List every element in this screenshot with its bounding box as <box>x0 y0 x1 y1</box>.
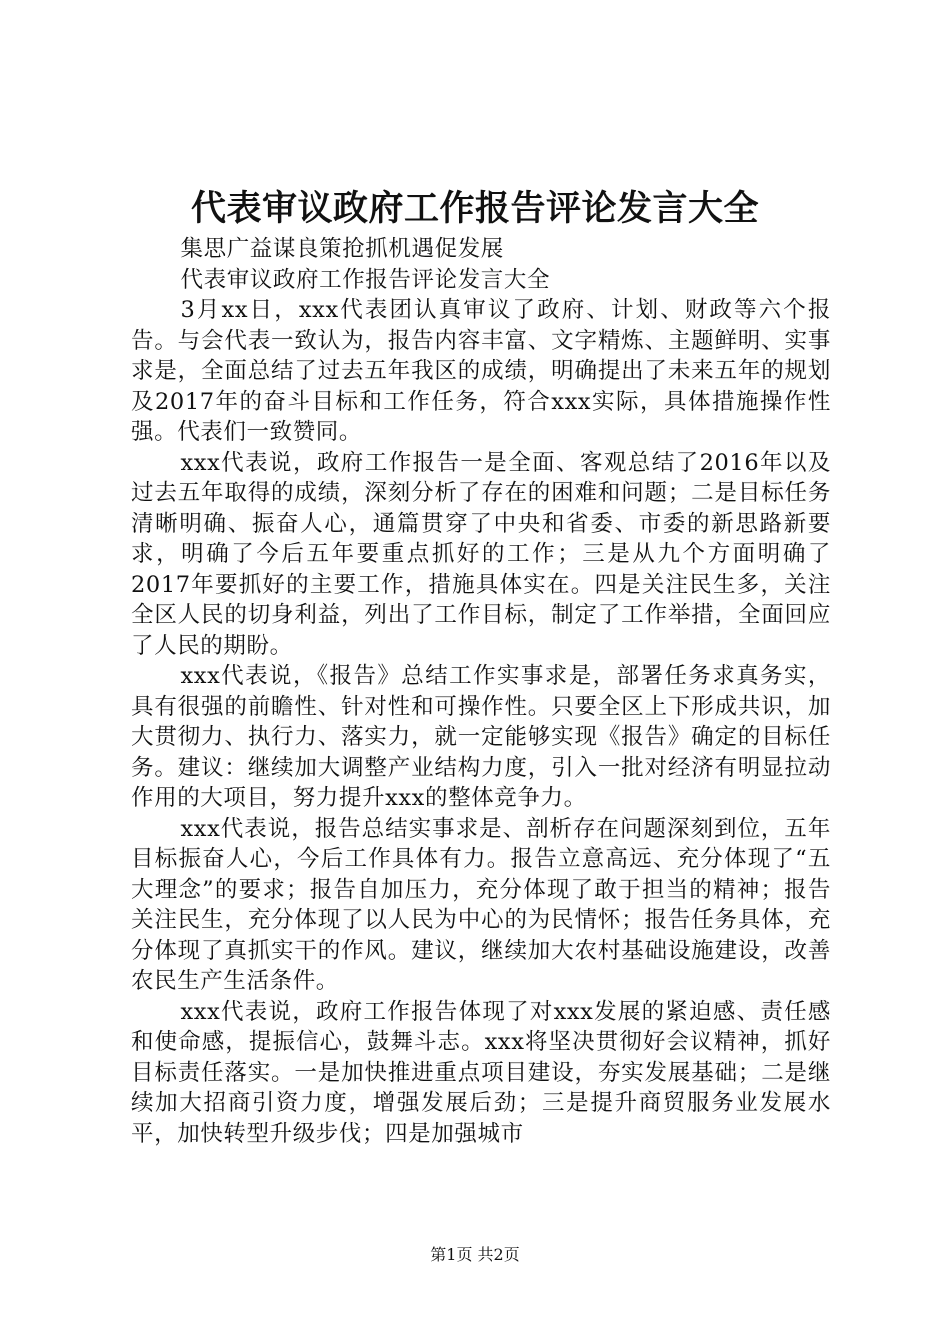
document-body <box>131 234 831 1149</box>
body-paragraph: xxx代表说，《报告》总结工作实事求是，部署任务求真务实，具有很强的前瞻性、针对性和可操作性。只要全区上下形成共识，加大贯彻力、执行力、落实力，就一定能够实现《报告》确定的目标任务。建议：继续加大调整产业结构力度，引入一批对经济有明显拉动作用的大项目，努力提升xxx的整体竞争力。 <box>131 663 831 811</box>
page-footer: 第1页 共2页 <box>430 1245 520 1264</box>
body-paragraph: 3月xx日，xxx代表团认真审议了政府、计划、财政等六个报告。与会代表一致认为，报告内容丰富、文字精炼、主题鲜明、实事求是，全面总结了过去五年我区的成绩，明确提出了未来五年的规划及2017年的奋斗目标和工作任务，符合xxx实际，具体措施操作性强。代表们一致赞同。 <box>131 297 831 445</box>
document-title: 代表审议政府工作报告评论发言大全 <box>190 188 759 229</box>
body-paragraph: xxx代表说，报告总结实事求是、剖析存在问题深刻到位，五年目标振奋人心，今后工作具体有力。报告立意高远、充分体现了“五大理念”的要求；报告自加压力，充分体现了敢于担当的精神；报告关注民生，充分体现了以人民为中心的为民情怀；报告任务具体，充分体现了真抓实干的作风。建议，继续加大农村基础设施建设，改善农民生产生活条件。 <box>131 815 831 994</box>
subtitle-line: 集思广益谋良策抢抓机遇促发展 <box>180 236 504 262</box>
body-paragraph: xxx代表说，政府工作报告体现了对xxx发展的紧迫感、责任感和使命感，提振信心，鼓舞斗志。xxx将坚决贯彻好会议精神，抓好目标责任落实。一是加快推进重点项目建设，夯实发展基础；二是继续加大招商引资力度，增强发展后劲；三是提升商贸服务业发展水平，加快转型升级步伐；四是加强城市 <box>131 998 831 1147</box>
body-paragraph: xxx代表说，政府工作报告一是全面、客观总结了2016年以及过去五年取得的成绩，深刻分析了存在的困难和问题；二是目标任务清晰明确、振奋人心，通篇贯穿了中央和省委、市委的新思路新要求，明确了今后五年要重点抓好的工作；三是从九个方面明确了2017年要抓好的主要工作，措施具体实在。四是关注民生多，关注全区人民的切身利益，列出了工作目标，制定了工作举措，全面回应了人民的期盼。 <box>131 449 831 659</box>
subtitle-line: 代表审议政府工作报告评论发言大全 <box>180 266 551 293</box>
